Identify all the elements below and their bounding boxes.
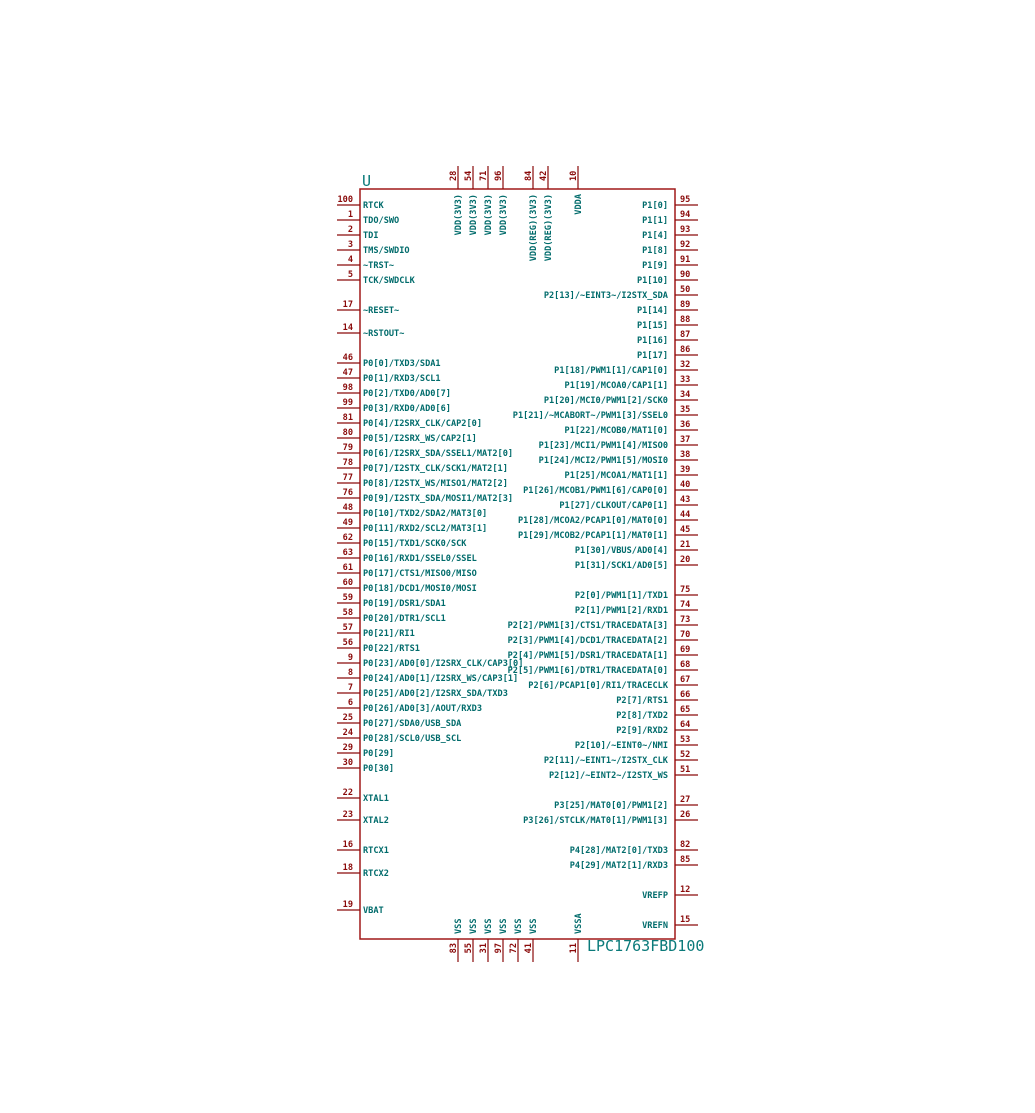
pin-number: 30: [342, 758, 353, 768]
pin-number: 3: [347, 240, 353, 250]
pin-number: 68: [680, 660, 691, 670]
pin-name: P2[2]/PWM1[3]/CTS1/TRACEDATA[3]: [507, 621, 668, 631]
pin: [554, 360, 698, 376]
pin-number: 63: [342, 548, 353, 558]
pin-name: P0[11]/RXD2/SCL2/MAT3[1]: [363, 524, 488, 534]
right-pins: [508, 195, 698, 931]
pin: [616, 690, 698, 706]
pin: [337, 443, 513, 459]
pin-name: P1[4]: [642, 231, 668, 241]
pin-name: P1[21]/~MCABORT~/PWM1[3]/SSEL0: [512, 411, 668, 421]
pin: [337, 195, 385, 211]
pin-name: P1[26]/MCOB1/PWM1[6]/CAP0[0]: [523, 486, 668, 496]
pin-name: P2[13]/~EINT3~/I2STX_SDA: [543, 291, 668, 301]
pin: [518, 525, 698, 541]
pin-name: P0[24]/AD0[1]/I2SRX_WS/CAP3[1]: [363, 674, 519, 684]
pin: [508, 660, 698, 676]
pin: [337, 548, 477, 564]
pin-number: 55: [464, 943, 474, 954]
pin-name: VSS: [514, 918, 524, 934]
pin-number: 49: [342, 518, 353, 528]
pin: [337, 210, 399, 226]
pin-name: P4[29]/MAT2[1]/RXD3: [569, 861, 668, 871]
pin: [337, 300, 399, 316]
pin-number: 47: [342, 368, 353, 378]
pin-number: 36: [680, 420, 691, 430]
pin-name: P1[28]/MCOA2/PCAP1[0]/MAT0[0]: [517, 516, 668, 526]
pin: [575, 735, 698, 751]
pin-name: ~RSTOUT~: [363, 329, 405, 339]
pin: [575, 555, 698, 571]
pin-number: 71: [479, 170, 489, 181]
pin-number: 84: [524, 170, 534, 181]
pin-name: P1[9]: [642, 261, 668, 271]
pin-name: P2[5]/PWM1[6]/DTR1/TRACEDATA[0]: [507, 666, 668, 676]
pin: [513, 405, 698, 421]
pin-name: P2[11]/~EINT1~/I2STX_CLK: [543, 756, 668, 766]
pin: [337, 533, 467, 549]
pin-name: P0[0]/TXD3/SDA1: [363, 359, 441, 369]
pin-number: 88: [680, 315, 691, 325]
pin-name: P1[30]/VBUS/AD0[4]: [574, 546, 668, 556]
pin-number: 92: [680, 240, 691, 250]
pin-number: 44: [680, 510, 691, 520]
pin-number: 96: [494, 170, 504, 181]
pin-number: 61: [342, 563, 353, 573]
pin-number: 6: [347, 698, 353, 708]
pin-number: 11: [569, 943, 579, 954]
pin-name: P1[27]/CLKOUT/CAP0[1]: [559, 501, 668, 511]
pin-number: 99: [342, 398, 353, 408]
pin: [569, 912, 584, 962]
pin-name: P1[0]: [642, 201, 668, 211]
pin-number: 69: [680, 645, 691, 655]
pin-name: P0[22]/RTS1: [363, 644, 420, 654]
part-value: LPC1763FBD100: [587, 937, 705, 955]
pin-name: VDD(3V3): [499, 194, 509, 236]
pin: [337, 758, 394, 774]
pin: [642, 915, 698, 931]
pin-name: XTAL1: [363, 794, 389, 804]
pin-name: P1[15]: [636, 321, 668, 331]
pin-number: 9: [347, 653, 353, 663]
pin: [508, 615, 698, 631]
pin-number: 24: [342, 728, 353, 738]
pin: [337, 353, 441, 369]
pin-number: 50: [680, 285, 691, 295]
pin-name: VREFP: [642, 891, 668, 901]
pin: [637, 270, 698, 286]
pin-number: 94: [680, 210, 691, 220]
pin: [616, 720, 698, 736]
pin-name: P1[8]: [642, 246, 668, 256]
pin: [494, 918, 509, 962]
pin-number: 82: [680, 840, 691, 850]
pin-number: 75: [680, 585, 691, 595]
pin-name: P0[23]/AD0[0]/I2SRX_CLK/CAP3[0]: [363, 659, 524, 669]
pin-name: P0[6]/I2SRX_SDA/SSEL1/MAT2[0]: [363, 449, 514, 459]
pin-name: P0[9]/I2STX_SDA/MOSI1/MAT2[3]: [363, 494, 514, 504]
pin-name: P3[25]/MAT0[0]/PWM1[2]: [554, 801, 668, 811]
pin-name: P0[17]/CTS1/MISO0/MISO: [363, 569, 477, 579]
pin: [509, 918, 524, 962]
pin-number: 93: [680, 225, 691, 235]
pin: [642, 210, 698, 226]
pin-name: P0[19]/DSR1/SDA1: [363, 599, 446, 609]
pin: [539, 166, 554, 261]
pin-name: XTAL2: [363, 816, 389, 826]
pin: [570, 855, 698, 871]
pin-number: 1: [347, 210, 353, 220]
pin: [508, 645, 698, 661]
pin-name: VDD(3V3): [454, 194, 464, 236]
pin-name: P0[27]/SDA0/USB_SDA: [363, 719, 462, 729]
pin-name: P1[22]/MCOB0/MAT1[0]: [564, 426, 668, 436]
pin-number: 74: [680, 600, 691, 610]
pin: [642, 195, 698, 211]
pin-number: 37: [680, 435, 691, 445]
pin-number: 12: [680, 885, 691, 895]
pin: [337, 623, 415, 639]
pin-name: P1[25]/MCOA1/MAT1[1]: [564, 471, 668, 481]
pin-name: VDD(REG)(3V3): [529, 194, 539, 262]
pin-number: 18: [342, 863, 353, 873]
pin: [337, 578, 477, 594]
pin: [523, 480, 698, 496]
pin-name: VDD(3V3): [484, 194, 494, 236]
pin-name: P1[17]: [636, 351, 668, 361]
pin-name: TMS/SWDIO: [363, 246, 410, 256]
pin-name: VDD(REG)(3V3): [544, 194, 554, 262]
pin-number: 21: [680, 540, 691, 550]
pin-number: 8: [347, 668, 353, 678]
pin: [337, 413, 482, 429]
pin-number: 4: [347, 255, 353, 265]
pin-number: 10: [569, 170, 579, 181]
top-pins: [449, 166, 584, 261]
pin-name: P1[1]: [642, 216, 668, 226]
pin-number: 91: [680, 255, 691, 265]
pin: [449, 166, 464, 235]
pin: [337, 810, 389, 826]
pin: [337, 788, 389, 804]
pin-number: 7: [347, 683, 353, 693]
pin-number: 17: [342, 300, 353, 310]
pin-name: VDD(3V3): [469, 194, 479, 236]
pin: [570, 840, 698, 856]
pin-name: VSS: [529, 918, 539, 934]
pin-name: P0[30]: [363, 764, 395, 774]
pin: [337, 473, 508, 489]
pin-name: P0[26]/AD0[3]/AOUT/RXD3: [363, 704, 482, 714]
pin-name: P2[7]/RTS1: [616, 696, 668, 706]
pin-number: 54: [464, 170, 474, 181]
pin-number: 26: [680, 810, 691, 820]
pin-name: P1[20]/MCI0/PWM1[2]/SCK0: [543, 396, 668, 406]
pin: [637, 330, 698, 346]
pin-number: 27: [680, 795, 691, 805]
pin: [575, 540, 698, 556]
pin-number: 73: [680, 615, 691, 625]
pin-number: 16: [342, 840, 353, 850]
pin: [337, 255, 394, 271]
pin-number: 98: [342, 383, 353, 393]
pin-name: P4[28]/MAT2[0]/TXD3: [569, 846, 668, 856]
pin-name: ~RESET~: [363, 306, 400, 316]
pin-number: 67: [680, 675, 691, 685]
pin-name: P0[1]/RXD3/SCL1: [363, 374, 441, 384]
pin-number: 52: [680, 750, 691, 760]
pin-number: 87: [680, 330, 691, 340]
pin-name: P1[14]: [636, 306, 668, 316]
pin: [524, 166, 539, 261]
pin-number: 72: [509, 943, 519, 954]
pin: [337, 593, 446, 609]
pin-number: 76: [342, 488, 353, 498]
pin-number: 80: [342, 428, 353, 438]
pin-name: RTCK: [363, 201, 384, 211]
pin-number: 15: [680, 915, 691, 925]
pin: [337, 270, 416, 286]
pin-name: P1[31]/SCK1/AD0[5]: [574, 561, 668, 571]
pin: [337, 743, 394, 759]
pin: [337, 458, 508, 474]
pin-name: P0[8]/I2STX_WS/MISO1/MAT2[2]: [363, 479, 508, 489]
pin-name: P1[18]/PWM1[1]/CAP1[0]: [554, 366, 668, 376]
pin-number: 34: [680, 390, 691, 400]
pin-name: P0[18]/DCD1/MOSI0/MOSI: [363, 584, 477, 594]
pin-number: 46: [342, 353, 353, 363]
pin: [637, 345, 698, 361]
pin-name: VBAT: [363, 906, 384, 916]
pin-name: RTCX2: [363, 869, 389, 879]
pin: [569, 166, 584, 215]
reference-designator: U: [362, 172, 372, 190]
pin-name: P0[16]/RXD1/SSEL0/SSEL: [363, 554, 477, 564]
pin-name: P2[1]/PWM1[2]/RXD1: [574, 606, 668, 616]
pin-name: TDI: [363, 231, 379, 241]
pin: [565, 465, 698, 481]
pin: [642, 885, 698, 901]
pin-number: 19: [342, 900, 353, 910]
pin: [337, 698, 482, 714]
pin: [508, 630, 698, 646]
pin-name: P0[29]: [363, 749, 395, 759]
pin-name: P0[25]/AD0[2]/I2SRX_SDA/TXD3: [363, 689, 508, 699]
pin-number: 81: [342, 413, 353, 423]
pin-name: P0[28]/SCL0/USB_SCL: [363, 734, 462, 744]
pin-number: 59: [342, 593, 353, 603]
pin: [524, 918, 539, 962]
pin-number: 45: [680, 525, 691, 535]
pin-name: P1[24]/MCI2/PWM1[5]/MOSI0: [538, 456, 668, 466]
pin-number: 83: [449, 943, 459, 954]
pin: [337, 240, 410, 256]
pin-number: 57: [342, 623, 353, 633]
pin-number: 22: [342, 788, 353, 798]
pin-number: 60: [342, 578, 353, 588]
pin-name: P2[4]/PWM1[5]/DSR1/TRACEDATA[1]: [507, 651, 668, 661]
pin-number: 77: [342, 473, 353, 483]
pin: [337, 563, 477, 579]
pin-number: 32: [680, 360, 691, 370]
pin-number: 25: [342, 713, 353, 723]
pin-number: 28: [449, 170, 459, 181]
pin-number: 100: [337, 195, 353, 205]
pin-number: 90: [680, 270, 691, 280]
pin-name: P1[16]: [636, 336, 668, 346]
pin: [337, 863, 389, 879]
pin-name: RTCX1: [363, 846, 389, 856]
pin: [642, 255, 698, 271]
pin-name: VSS: [469, 918, 479, 934]
pin: [642, 225, 698, 241]
pin-number: 95: [680, 195, 691, 205]
left-pins: [337, 195, 523, 916]
pin-name: P2[6]/PCAP1[0]/RI1/TRACECLK: [528, 681, 668, 691]
pin-name: P2[12]/~EINT2~/I2STX_WS: [549, 771, 668, 781]
pin-name: P0[15]/TXD1/SCK0/SCK: [363, 539, 467, 549]
pin: [575, 600, 698, 616]
pin-name: P1[23]/MCI1/PWM1[4]/MISO0: [538, 441, 668, 451]
pin: [565, 420, 698, 436]
pin-number: 58: [342, 608, 353, 618]
pin-number: 51: [680, 765, 691, 775]
pin: [565, 375, 698, 391]
pin: [337, 488, 513, 504]
pin-name: TCK/SWDCLK: [363, 276, 415, 286]
pin: [337, 713, 462, 729]
pin-name: P2[10]/~EINT0~/NMI: [574, 741, 668, 751]
pin-number: 56: [342, 638, 353, 648]
pin: [616, 705, 698, 721]
pin-name: P0[21]/RI1: [363, 629, 415, 639]
pin-number: 66: [680, 690, 691, 700]
pin: [539, 435, 698, 451]
pin-number: 33: [680, 375, 691, 385]
pin-name: P2[3]/PWM1[4]/DCD1/TRACEDATA[2]: [507, 636, 668, 646]
pin-number: 70: [680, 630, 691, 640]
pin: [539, 450, 698, 466]
pin: [337, 668, 518, 684]
pin-name: P1[19]/MCOA0/CAP1[1]: [564, 381, 668, 391]
pin: [464, 918, 479, 962]
pin-number: 64: [680, 720, 691, 730]
pin-name: P3[26]/STCLK/MAT0[1]/PWM1[3]: [523, 816, 668, 826]
pin: [337, 428, 477, 444]
pin: [337, 840, 389, 856]
pin-number: 78: [342, 458, 353, 468]
pin-number: 43: [680, 495, 691, 505]
pin-name: P2[0]/PWM1[1]/TXD1: [574, 591, 668, 601]
pin: [337, 653, 523, 669]
pin-number: 5: [347, 270, 353, 280]
pin-number: 62: [342, 533, 353, 543]
bottom-pins: [449, 912, 584, 962]
pin-number: 35: [680, 405, 691, 415]
pin-number: 31: [479, 943, 489, 954]
pin-name: P0[7]/I2STX_CLK/SCK1/MAT2[1]: [363, 464, 508, 474]
pin-number: 20: [680, 555, 691, 565]
pin-name: VSS: [484, 918, 494, 934]
pin-number: 39: [680, 465, 691, 475]
pin-number: 86: [680, 345, 691, 355]
pin: [337, 225, 379, 241]
pin-name: VSS: [454, 918, 464, 934]
pin-number: 85: [680, 855, 691, 865]
pin-name: VDDA: [574, 194, 584, 215]
pin-name: P0[2]/TXD0/AD0[7]: [363, 389, 451, 399]
pin: [337, 398, 451, 414]
pin: [464, 166, 479, 235]
pin-name: P1[10]: [636, 276, 668, 286]
pin-number: 2: [347, 225, 353, 235]
pin-number: 40: [680, 480, 691, 490]
pin-name: P0[20]/DTR1/SCL1: [363, 614, 446, 624]
pin-number: 23: [342, 810, 353, 820]
pin-number: 38: [680, 450, 691, 460]
pin: [337, 728, 461, 744]
pin-number: 89: [680, 300, 691, 310]
pin: [554, 795, 698, 811]
pin-name: P0[4]/I2SRX_CLK/CAP2[0]: [363, 419, 482, 429]
pin-name: VREFN: [642, 921, 668, 931]
pin-number: 42: [539, 170, 549, 181]
pin: [528, 675, 698, 691]
pin-name: TDO/SWO: [363, 216, 400, 226]
pin-number: 97: [494, 943, 504, 954]
pin-number: 65: [680, 705, 691, 715]
pin: [637, 300, 698, 316]
pin: [518, 510, 698, 526]
pin: [337, 638, 420, 654]
pin-name: P0[5]/I2SRX_WS/CAP2[1]: [363, 434, 477, 444]
pin-name: P2[8]/TXD2: [616, 711, 668, 721]
pin-name: ~TRST~: [363, 261, 395, 271]
pin-number: 79: [342, 443, 353, 453]
pin-number: 29: [342, 743, 353, 753]
pin: [575, 585, 698, 601]
pin-name: P0[10]/TXD2/SDA2/MAT3[0]: [363, 509, 488, 519]
pin: [449, 918, 464, 962]
pin-number: 53: [680, 735, 691, 745]
pin: [479, 918, 494, 962]
pin: [637, 315, 698, 331]
pin: [337, 608, 446, 624]
pin: [642, 240, 698, 256]
pin-name: VSS: [499, 918, 509, 934]
pin-name: VSSA: [574, 913, 584, 934]
pin-name: P1[29]/MCOB2/PCAP1[1]/MAT0[1]: [517, 531, 668, 541]
pin-name: P0[3]/RXD0/AD0[6]: [363, 404, 451, 414]
pin-number: 14: [342, 323, 353, 333]
pin-number: 48: [342, 503, 353, 513]
pin: [494, 166, 509, 235]
pin: [337, 368, 441, 384]
pin: [337, 383, 451, 399]
pin-number: 41: [524, 943, 534, 954]
pin: [337, 323, 404, 339]
pin: [523, 810, 698, 826]
pin: [559, 495, 698, 511]
pin: [479, 166, 494, 235]
pin-name: P2[9]/RXD2: [616, 726, 668, 736]
pin: [337, 683, 508, 699]
